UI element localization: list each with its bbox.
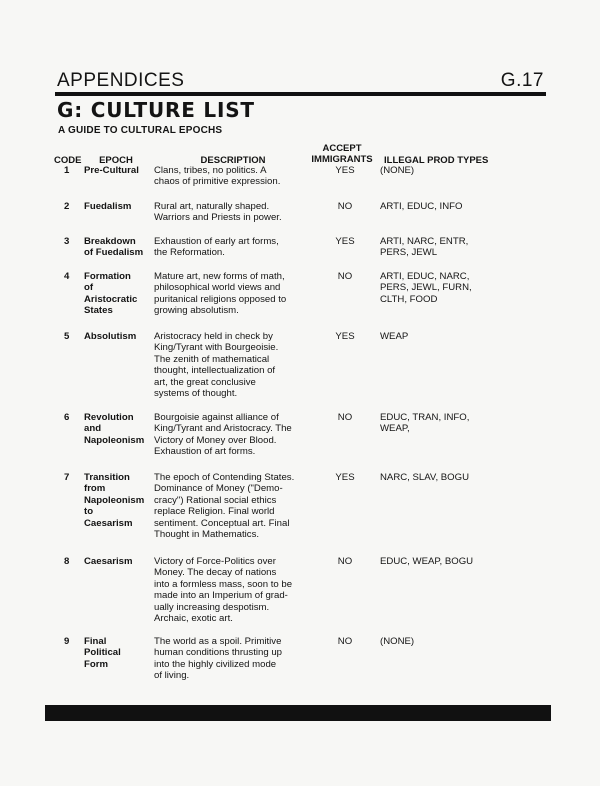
description-line: Aristocracy held in check by xyxy=(154,331,273,342)
description-line: puritanical religions opposed to xyxy=(154,293,287,305)
epoch-line: Caesarism xyxy=(84,556,133,567)
immigrants-cell: NO xyxy=(337,271,353,282)
epoch-cell xyxy=(84,331,154,342)
description-line: into the highly civilized mode xyxy=(154,658,277,670)
epoch-cell xyxy=(84,412,154,446)
immigrants-cell: NO xyxy=(337,201,353,212)
epoch-line: Transition xyxy=(84,472,130,483)
epoch-line: from xyxy=(84,483,106,495)
description-cell xyxy=(154,271,332,317)
description-line: Exhaustion of early art forms, xyxy=(154,236,279,247)
description-line: Clans, tribes, no politics. A xyxy=(154,165,267,176)
description-cell xyxy=(154,331,332,399)
illegal-line: (NONE) xyxy=(380,636,415,647)
description-line: Dominance of Money ("Demo- xyxy=(154,483,283,495)
illegal-line: WEAP, xyxy=(380,423,410,435)
illegal-line: PERS, JEWL xyxy=(380,247,438,259)
footer-rule xyxy=(45,705,551,721)
code-cell: 2 xyxy=(64,201,70,212)
epoch-cell xyxy=(84,236,154,259)
epoch-cell xyxy=(84,165,154,176)
description-line: Mature art, new forms of math, xyxy=(154,271,285,282)
illegal-cell xyxy=(380,636,510,647)
illegal-cell xyxy=(380,556,510,567)
description-line: Thought in Mathematics. xyxy=(154,529,260,541)
code-cell: 4 xyxy=(64,271,70,282)
epoch-line: of Fuedalism xyxy=(84,247,144,259)
code-cell: 1 xyxy=(64,165,70,176)
description-line: Exhaustion of art forms. xyxy=(154,446,256,458)
description-line: cracy") Rational social ethics xyxy=(154,494,277,506)
code-cell: 7 xyxy=(64,472,70,483)
description-cell xyxy=(154,236,332,259)
epoch-line: Napoleonism xyxy=(84,434,145,446)
description-line: Victory of Force-Politics over xyxy=(154,556,276,567)
description-line: into a formless mass, soon to be xyxy=(154,578,293,590)
column-header-immigrants xyxy=(304,143,380,165)
illegal-line: ARTI, EDUC, NARC, xyxy=(380,271,470,282)
description-cell xyxy=(154,201,332,224)
description-line: The zenith of mathematical xyxy=(154,353,270,365)
immigrants-cell: YES xyxy=(335,331,355,342)
epoch-cell xyxy=(84,556,154,567)
illegal-line: NARC, SLAV, BOGU xyxy=(380,472,470,483)
epoch-line: Formation xyxy=(84,271,131,282)
epoch-line: Revolution xyxy=(84,412,134,423)
description-cell xyxy=(154,412,332,458)
description-line: replace Religion. Final world xyxy=(154,506,275,518)
illegal-cell xyxy=(380,201,510,212)
code-cell: 5 xyxy=(64,331,70,342)
page-subtitle: A GUIDE TO CULTURAL EPOCHS xyxy=(58,125,223,136)
epoch-line: Caesarism xyxy=(84,517,133,529)
immigrants-cell: NO xyxy=(337,556,353,567)
column-header-description: DESCRIPTION xyxy=(200,155,266,166)
description-line: Archaic, exotic art. xyxy=(154,613,233,625)
epoch-line: Absolutism xyxy=(84,331,137,342)
epoch-cell xyxy=(84,636,154,670)
epoch-line: Fuedalism xyxy=(84,201,132,212)
illegal-cell xyxy=(380,331,510,342)
column-header-immigrants-line2: IMMIGRANTS xyxy=(311,154,373,165)
epoch-line: Napoleonism xyxy=(84,494,145,506)
epoch-cell xyxy=(84,271,154,317)
code-cell: 8 xyxy=(64,556,70,567)
code-cell: 3 xyxy=(64,236,70,247)
epoch-line: Breakdown xyxy=(84,236,136,247)
illegal-cell xyxy=(380,271,510,305)
description-line: Warriors and Priests in power. xyxy=(154,212,282,224)
description-line: The world as a spoil. Primitive xyxy=(154,636,282,647)
page-title: G: CULTURE LIST xyxy=(57,98,255,122)
column-header-code: CODE xyxy=(54,155,82,166)
description-line: King/Tyrant with Bourgeoisie. xyxy=(154,342,279,354)
description-line: thought, intellectualization of xyxy=(154,365,276,377)
description-cell xyxy=(154,472,332,540)
section-header: APPENDICES xyxy=(57,70,185,91)
column-header-epoch: EPOCH xyxy=(99,155,133,166)
description-line: growing absolutism. xyxy=(154,305,239,317)
description-line: of living. xyxy=(154,670,190,682)
immigrants-cell: YES xyxy=(335,472,355,483)
immigrants-cell: YES xyxy=(335,236,355,247)
epoch-line: Pre-Cultural xyxy=(84,165,139,176)
illegal-cell xyxy=(380,472,510,483)
illegal-line: ARTI, NARC, ENTR, xyxy=(380,236,469,247)
epoch-line: to xyxy=(84,506,94,518)
epoch-line: of xyxy=(84,282,94,294)
description-line: systems of thought. xyxy=(154,388,238,400)
description-line: chaos of primitive expression. xyxy=(154,176,281,188)
description-cell xyxy=(154,165,332,188)
illegal-line: PERS, JEWL, FURN, xyxy=(380,282,472,294)
description-line: made into an Imperium of grad- xyxy=(154,590,288,602)
epoch-line: States xyxy=(84,305,113,317)
illegal-cell xyxy=(380,412,510,435)
code-cell: 9 xyxy=(64,636,70,647)
description-line: art, the great conclusive xyxy=(154,376,256,388)
illegal-cell xyxy=(380,165,510,176)
description-line: sentiment. Conceptual art. Final xyxy=(154,517,290,529)
epoch-cell xyxy=(84,472,154,529)
description-cell xyxy=(154,636,332,682)
description-line: ually increasing despotism. xyxy=(154,601,270,613)
epoch-line: Aristocratic xyxy=(84,293,138,305)
column-header-immigrants-line1: ACCEPT xyxy=(322,143,362,154)
illegal-line: EDUC, TRAN, INFO, xyxy=(380,412,470,423)
illegal-line: CLTH, FOOD xyxy=(380,293,438,305)
epoch-cell xyxy=(84,201,154,212)
description-line: the Reformation. xyxy=(154,247,225,259)
description-line: human conditions thrusting up xyxy=(154,647,282,659)
epoch-line: Final xyxy=(84,636,107,647)
epoch-line: and xyxy=(84,423,102,435)
illegal-line: EDUC, WEAP, BOGU xyxy=(380,556,474,567)
description-cell xyxy=(154,556,332,624)
illegal-line: WEAP xyxy=(380,331,409,342)
epoch-line: Political xyxy=(84,647,121,659)
illegal-line: (NONE) xyxy=(380,165,415,176)
immigrants-cell: YES xyxy=(335,165,355,176)
description-line: Rural art, naturally shaped. xyxy=(154,201,270,212)
column-header-illegal: ILLEGAL PROD TYPES xyxy=(384,155,489,166)
immigrants-cell: NO xyxy=(337,412,353,423)
description-line: Bourgoisie against alliance of xyxy=(154,412,279,423)
description-line: King/Tyrant and Aristocracy. The xyxy=(154,423,292,435)
description-line: philosophical world views and xyxy=(154,282,281,294)
epoch-line: Form xyxy=(84,658,108,670)
description-line: Money. The decay of nations xyxy=(154,567,277,579)
illegal-cell xyxy=(380,236,510,259)
description-line: Victory of Money over Blood. xyxy=(154,434,277,446)
code-cell: 6 xyxy=(64,412,70,423)
page-number: G.17 xyxy=(500,70,544,91)
immigrants-cell: NO xyxy=(337,636,353,647)
illegal-line: ARTI, EDUC, INFO xyxy=(380,201,463,212)
description-line: The epoch of Contending States. xyxy=(154,472,295,483)
header-rule xyxy=(55,92,546,96)
